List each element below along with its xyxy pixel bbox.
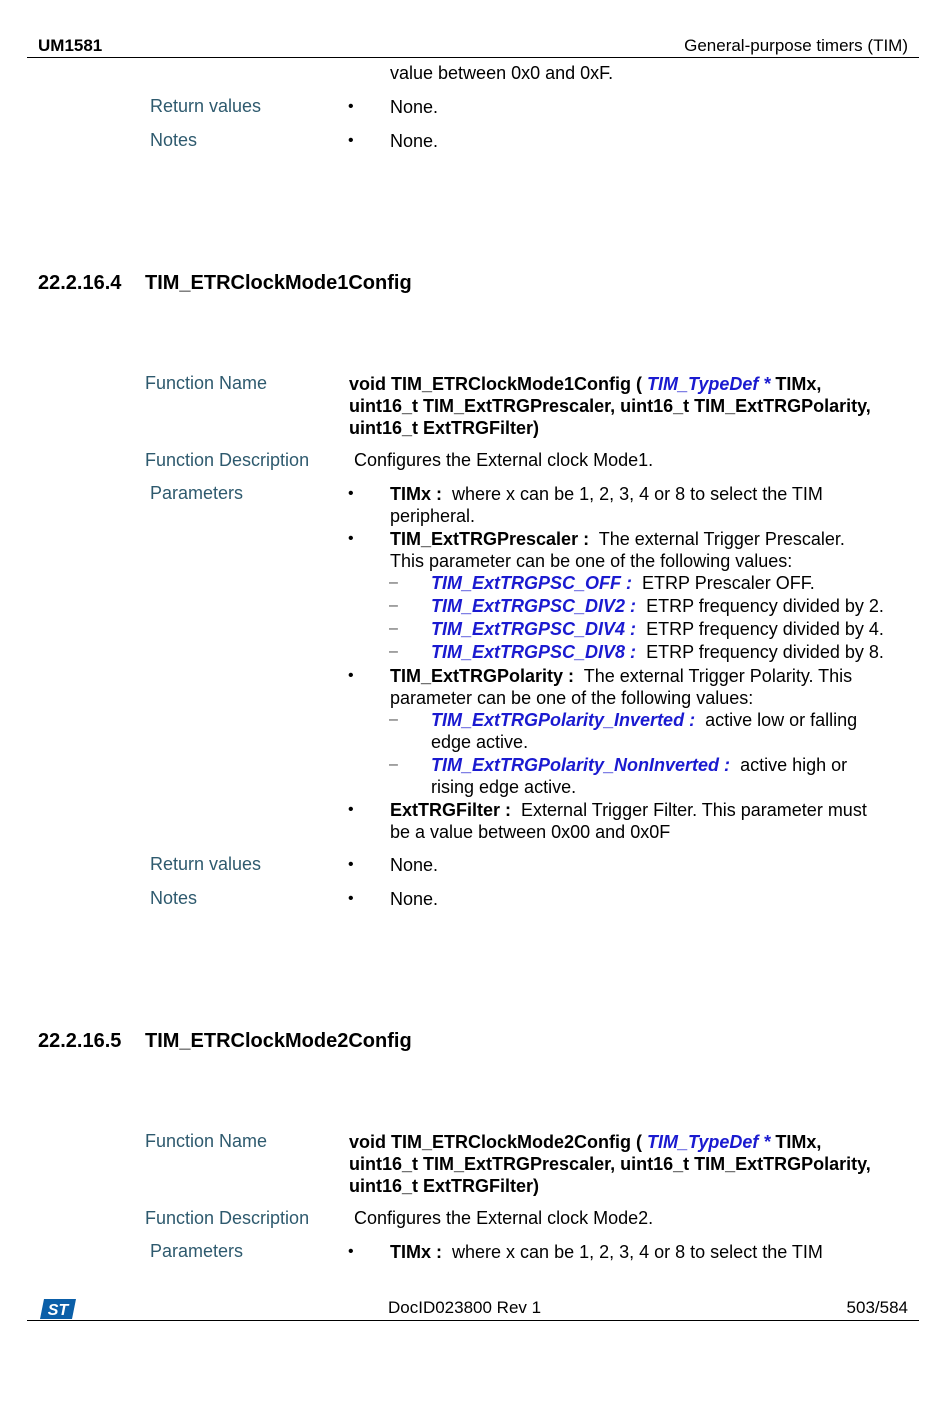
function-description: Configures the External clock Mode1. <box>354 450 654 470</box>
bullet: • <box>348 856 354 873</box>
param-name: TIM_ExtTRGPrescaler : <box>390 529 590 549</box>
option-link[interactable]: TIM_ExtTRGPSC_DIV2 : <box>431 596 637 616</box>
param-text: where x can be 1, 2, 3, 4 or 8 to select the TIM <box>452 1242 823 1262</box>
page-number: 503/584 <box>846 1298 908 1317</box>
function-signature <box>349 373 871 439</box>
signature-part: void TIM_ETRClockMode1Config ( <box>349 374 643 394</box>
bullet: • <box>348 667 354 684</box>
continued-text: value between 0x0 and 0xF. <box>390 63 614 83</box>
param-text-cont: be a value between 0x00 and 0x0F <box>390 822 671 842</box>
option-link[interactable]: TIM_ExtTRGPSC_DIV8 : <box>431 642 637 662</box>
notes-value: None. <box>390 131 439 151</box>
function-description: Configures the External clock Mode2. <box>354 1208 654 1228</box>
param-name: ExtTRGFilter : <box>390 800 512 820</box>
dash: – <box>389 711 398 728</box>
option-item <box>431 755 847 776</box>
param-timx <box>390 1242 823 1263</box>
function-signature <box>349 1131 871 1197</box>
param-text: External Trigger Filter. This parameter must <box>521 800 867 820</box>
option-item <box>431 710 857 731</box>
bullet: • <box>348 530 354 547</box>
parameters-label: Parameters <box>150 1241 244 1261</box>
type-link[interactable]: TIM_TypeDef * <box>647 1132 771 1152</box>
st-logo-graphic <box>38 1297 78 1321</box>
bullet: • <box>348 485 354 502</box>
bullet: • <box>348 132 354 149</box>
return-values-label: Return values <box>150 96 262 116</box>
param-prescaler <box>390 529 845 550</box>
section-number: 22.2.16.5 <box>38 1030 122 1052</box>
option-text: ETRP frequency divided by 2. <box>646 596 884 616</box>
bullet: • <box>348 1243 354 1260</box>
notes-label: Notes <box>150 888 198 908</box>
option-item <box>431 642 884 663</box>
option-text-cont: edge active. <box>431 732 529 752</box>
option-link[interactable]: TIM_ExtTRGPolarity_NonInverted : <box>431 755 731 775</box>
footer-rule <box>27 1320 919 1321</box>
param-timx <box>390 484 823 505</box>
option-text: active high or <box>740 755 848 775</box>
signature-line: uint16_t ExtTRGFilter) <box>349 1176 540 1196</box>
param-text: The external Trigger Polarity. This <box>583 666 853 686</box>
param-text-cont: peripheral. <box>390 506 476 526</box>
st-logo-icon <box>38 1297 78 1321</box>
doc-id: UM1581 <box>38 36 103 55</box>
notes-value: None. <box>390 889 439 909</box>
function-name-label: Function Name <box>145 1131 268 1151</box>
option-text: ETRP frequency divided by 8. <box>646 642 884 662</box>
bullet: • <box>348 801 354 818</box>
signature-line: uint16_t TIM_ExtTRGPrescaler, uint16_t TIM_ExtTRGPolarity, <box>349 1154 871 1174</box>
notes-label: Notes <box>150 130 198 150</box>
param-name: TIM_ExtTRGPolarity : <box>390 666 575 686</box>
section-heading <box>38 272 412 295</box>
signature-line: uint16_t ExtTRGFilter) <box>349 418 540 438</box>
signature-line: uint16_t TIM_ExtTRGPrescaler, uint16_t TIM_ExtTRGPolarity, <box>349 396 871 416</box>
chapter-title: General-purpose timers (TIM) <box>684 36 908 55</box>
param-text: The external Trigger Prescaler. <box>598 529 845 549</box>
param-text-cont: parameter can be one of the following values: <box>390 688 754 708</box>
option-item <box>431 596 884 617</box>
signature-part: TIMx, <box>775 1132 822 1152</box>
param-polarity <box>390 666 852 687</box>
function-description-label: Function Description <box>145 450 310 470</box>
function-name-label: Function Name <box>145 373 268 393</box>
section-number: 22.2.16.4 <box>38 272 122 294</box>
dash: – <box>389 620 398 637</box>
option-link[interactable]: TIM_ExtTRGPolarity_Inverted : <box>431 710 696 730</box>
return-values-value: None. <box>390 97 439 117</box>
section-title: TIM_ETRClockMode2Config <box>145 1030 412 1052</box>
option-text: active low or falling <box>705 710 858 730</box>
section-heading <box>38 1030 412 1053</box>
param-name: TIMx : <box>390 1242 442 1262</box>
st-logo-text: ST <box>47 1302 69 1319</box>
type-link[interactable]: TIM_TypeDef * <box>647 374 771 394</box>
param-text: where x can be 1, 2, 3, 4 or 8 to select the TIM <box>452 484 823 504</box>
signature-part: void TIM_ETRClockMode2Config ( <box>349 1132 643 1152</box>
dash: – <box>389 574 398 591</box>
function-description-label: Function Description <box>145 1208 310 1228</box>
option-item <box>431 573 815 594</box>
option-link[interactable]: TIM_ExtTRGPSC_OFF : <box>431 573 633 593</box>
dash: – <box>389 643 398 660</box>
param-filter <box>390 800 867 821</box>
option-text: ETRP frequency divided by 4. <box>646 619 884 639</box>
return-values-label: Return values <box>150 854 262 874</box>
dash: – <box>389 756 398 773</box>
option-link[interactable]: TIM_ExtTRGPSC_DIV4 : <box>431 619 637 639</box>
bullet: • <box>348 98 354 115</box>
bullet: • <box>348 890 354 907</box>
param-text-cont: This parameter can be one of the following values: <box>390 551 793 571</box>
section-title: TIM_ETRClockMode1Config <box>145 272 412 294</box>
option-text-cont: rising edge active. <box>431 777 577 797</box>
header-rule <box>27 57 919 58</box>
option-text: ETRP Prescaler OFF. <box>642 573 815 593</box>
param-name: TIMx : <box>390 484 442 504</box>
dash: – <box>389 597 398 614</box>
option-item <box>431 619 884 640</box>
parameters-label: Parameters <box>150 483 244 503</box>
return-values-value: None. <box>390 855 439 875</box>
footer-doc-ref: DocID023800 Rev 1 <box>388 1298 542 1317</box>
signature-part: TIMx, <box>775 374 822 394</box>
